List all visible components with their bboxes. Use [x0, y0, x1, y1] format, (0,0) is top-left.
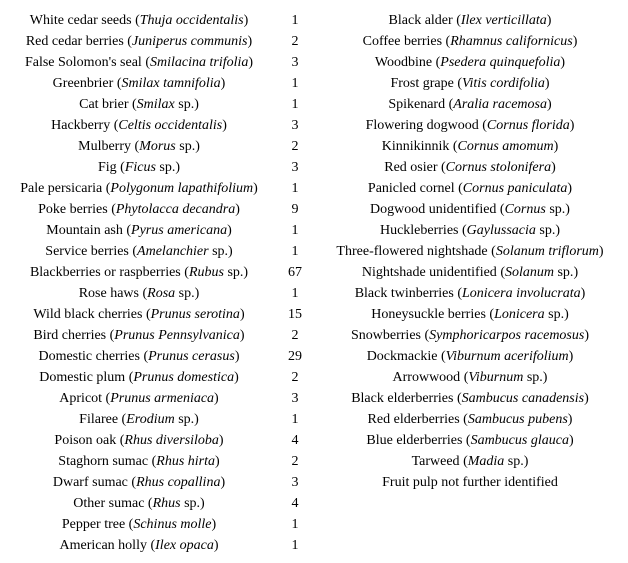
scientific-name: Pyrus americana [131, 223, 228, 238]
species-suffix: sp. [523, 370, 543, 385]
common-name: American holly [59, 538, 147, 553]
list-item [312, 367, 628, 388]
scientific-name: Cornus stolonifera [445, 160, 552, 175]
list-item [0, 388, 312, 409]
scientific-name: Vitis cordifolia [462, 76, 545, 91]
list-item [0, 73, 312, 94]
common-name: Apricot [59, 391, 103, 406]
scientific-name: Lonicera involucrata [462, 286, 581, 301]
plant-name: Honeysuckle berries (Lonicera sp.) [371, 307, 569, 322]
scientific-name: Sambucus pubens [467, 412, 568, 427]
list-item [0, 10, 312, 31]
item-count: 1 [291, 517, 299, 532]
list-item [0, 136, 312, 157]
plant-name: False Solomon's seal (Smilacina trifolia) [24, 55, 254, 70]
scientific-name: Rhamnus californicus [450, 34, 573, 49]
list-item [312, 283, 628, 304]
list-item [0, 346, 312, 367]
common-name: Domestic plum [39, 370, 126, 385]
list-item [312, 304, 628, 325]
species-suffix: sp. [535, 223, 556, 238]
scientific-name: Sambucus canadensis [461, 391, 585, 406]
species-suffix: sp. [155, 160, 176, 175]
scientific-name: Psedera quinquefolia [440, 55, 561, 70]
common-name: Tarweed [411, 454, 460, 469]
plant-name: Pale persicaria (Polygonum lapathifolium) [20, 181, 258, 196]
scientific-name: Rosa [147, 286, 176, 301]
scientific-name: Thuja occidentalis [139, 13, 244, 28]
list-item [0, 220, 312, 241]
plant-name: Black elderberries (Sambucus canadensis) [351, 391, 589, 406]
species-suffix: sp. [504, 454, 524, 469]
species-suffix: sp. [175, 286, 195, 301]
common-name: Nightshade unidentified [361, 265, 497, 280]
common-name: Fruit pulp not further identified [382, 475, 558, 490]
item-count: 4 [291, 433, 299, 448]
common-name: Panicled cornel [367, 181, 455, 196]
common-name: Service berries [45, 244, 129, 259]
list-item [312, 10, 628, 31]
common-name: Black elderberries [351, 391, 454, 406]
list-item [312, 430, 628, 451]
plant-name: Poison oak (Rhus diversiloba) [54, 433, 224, 448]
list-item [0, 52, 312, 73]
common-name: Pepper tree [61, 517, 126, 532]
item-count: 9 [291, 202, 299, 217]
plant-name: Service berries (Amelanchier sp.) [45, 244, 233, 259]
list-item [0, 31, 312, 52]
scientific-name: Juniperus communis [131, 34, 248, 49]
list-item [312, 199, 628, 220]
plant-name [312, 472, 628, 493]
scientific-name: Ilex verticillata [460, 13, 547, 28]
plant-name: Staghorn sumac (Rhus hirta) [58, 454, 220, 469]
species-suffix: sp. [174, 97, 195, 112]
right-column [312, 10, 628, 493]
species-suffix: sp. [223, 265, 244, 280]
plant-name: Three-flowered nightshade (Solanum triflorum) [336, 244, 604, 259]
list-item [312, 262, 628, 283]
scientific-name: Phytolacca decandra [115, 202, 236, 217]
scientific-name: Sambucus glauca [470, 433, 569, 448]
left-column [0, 10, 312, 556]
common-name: Black twinberries [354, 286, 454, 301]
list-item [312, 472, 628, 493]
item-count: 1 [291, 286, 299, 301]
list-item [312, 220, 628, 241]
item-count: 2 [291, 139, 299, 154]
item-count: 3 [291, 160, 299, 175]
common-name: Red osier [384, 160, 438, 175]
plant-name: Cat brier (Smilax sp.) [79, 97, 199, 112]
scientific-name: Polygonum lapathifolium [110, 181, 254, 196]
common-name: Coffee berries [362, 34, 443, 49]
common-name: Red elderberries [367, 412, 460, 427]
plant-name: Filaree (Erodium sp.) [79, 412, 199, 427]
plant-name: Dwarf sumac (Rhus copallina) [52, 475, 226, 490]
item-count: 3 [291, 55, 299, 70]
common-name: Dogwood unidentified [370, 202, 497, 217]
item-count: 1 [291, 538, 299, 553]
scientific-name: Ficus [124, 160, 156, 175]
plant-name: Domestic plum (Prunus domestica) [39, 370, 239, 385]
plant-name: Domestic cherries (Prunus cerasus) [38, 349, 240, 364]
species-suffix: sp. [544, 307, 565, 322]
list-item [312, 157, 628, 178]
item-count: 3 [291, 475, 299, 490]
scientific-name: Cornus [504, 202, 546, 217]
plant-name: Frost grape (Vitis cordifolia) [390, 76, 550, 91]
plant-name: White cedar seeds (Thuja occidentalis) [29, 13, 249, 28]
list-item [0, 514, 312, 535]
list-item [0, 94, 312, 115]
plant-name: Bird cherries (Prunus Pennsylvanica) [33, 328, 245, 343]
list-item [0, 430, 312, 451]
item-count: 4 [291, 496, 299, 511]
plant-name: Kinnikinnik (Cornus amomum) [381, 139, 559, 154]
plant-name: Flowering dogwood (Cornus florida) [365, 118, 575, 133]
scientific-name: Smilacina trifolia [149, 55, 249, 70]
list-item [312, 73, 628, 94]
scientific-name: Rubus [188, 265, 224, 280]
scientific-name: Rhus copallina [136, 475, 221, 490]
list-item [0, 409, 312, 430]
common-name: Spikenard [388, 97, 446, 112]
scientific-name: Prunus cerasus [148, 349, 235, 364]
list-item [312, 325, 628, 346]
scientific-name: Prunus domestica [133, 370, 235, 385]
plant-name: Red cedar berries (Juniperus communis) [25, 34, 253, 49]
list-item [312, 31, 628, 52]
list-item [0, 367, 312, 388]
scientific-name: Rhus [152, 496, 181, 511]
scientific-name: Solanum triflorum [495, 244, 599, 259]
item-count: 1 [291, 13, 299, 28]
common-name: Greenbrier [52, 76, 114, 91]
scientific-name: Rhus diversiloba [124, 433, 219, 448]
species-suffix: sp. [180, 496, 201, 511]
list-item [312, 241, 628, 262]
item-count: 1 [291, 244, 299, 259]
plant-name: Poke berries (Phytolacca decandra) [38, 202, 240, 217]
common-name: Three-flowered nightshade [336, 244, 488, 259]
common-name: Fig [97, 160, 117, 175]
scientific-name: Cornus florida [486, 118, 570, 133]
scientific-name: Cornus amomum [457, 139, 554, 154]
list-item [0, 241, 312, 262]
list-item [0, 325, 312, 346]
plant-name: Spikenard (Aralia racemosa) [388, 97, 552, 112]
plant-name: Pepper tree (Schinus molle) [61, 517, 217, 532]
plant-name: Apricot (Prunus armeniaca) [59, 391, 219, 406]
item-count: 67 [288, 265, 302, 280]
list-item [0, 493, 312, 514]
plant-name: American holly (Ilex opaca) [59, 538, 219, 553]
list-item [0, 535, 312, 556]
plant-name: Black alder (Ilex verticillata) [388, 13, 552, 28]
item-count: 1 [291, 97, 299, 112]
list-item [312, 94, 628, 115]
scientific-name: Prunus serotina [150, 307, 240, 322]
common-name: Flowering dogwood [365, 118, 479, 133]
common-name: Woodbine [374, 55, 433, 70]
plant-name: Arrowwood (Viburnum sp.) [392, 370, 548, 385]
scientific-name: Rhus hirta [156, 454, 216, 469]
plant-name: Greenbrier (Smilax tamnifolia) [52, 76, 226, 91]
scientific-name: Lonicera [494, 307, 545, 322]
common-name: Frost grape [390, 76, 454, 91]
scientific-name: Viburnum [468, 370, 524, 385]
scientific-name: Smilax tamnifolia [121, 76, 221, 91]
scientific-name: Viburnum acerifolium [445, 349, 569, 364]
common-name: False Solomon's seal [24, 55, 142, 70]
common-name: Wild black cherries [33, 307, 143, 322]
scientific-name: Morus [139, 139, 176, 154]
list-item [0, 472, 312, 493]
list-item [312, 52, 628, 73]
common-name: Dwarf sumac [52, 475, 128, 490]
plant-name: Blue elderberries (Sambucus glauca) [366, 433, 574, 448]
common-name: Red cedar berries [25, 34, 124, 49]
plant-name: Blackberries or raspberries (Rubus sp.) [29, 265, 249, 280]
list-item [0, 451, 312, 472]
common-name: Dockmackie [366, 349, 438, 364]
item-count: 3 [291, 391, 299, 406]
plant-name: Nightshade unidentified (Solanum sp.) [361, 265, 579, 280]
plant-name: Mountain ash (Pyrus americana) [46, 223, 232, 238]
species-suffix: sp. [553, 265, 574, 280]
list-item [0, 262, 312, 283]
scientific-name: Schinus molle [133, 517, 212, 532]
scientific-name: Celtis occidentalis [118, 118, 223, 133]
item-count: 29 [288, 349, 302, 364]
common-name: Blue elderberries [366, 433, 463, 448]
plant-name: Tarweed (Madia sp.) [411, 454, 529, 469]
item-count: 1 [291, 412, 299, 427]
list-item [0, 304, 312, 325]
plant-name: Dogwood unidentified (Cornus sp.) [370, 202, 570, 217]
scientific-name: Solanum [504, 265, 554, 280]
common-name: Other sumac [73, 496, 145, 511]
item-count: 2 [291, 34, 299, 49]
common-name: Snowberries [351, 328, 421, 343]
list-item [0, 199, 312, 220]
plant-name: Red elderberries (Sambucus pubens) [367, 412, 573, 427]
list-item [0, 115, 312, 136]
scientific-name: Gaylussacia [466, 223, 536, 238]
plant-name: Panicled cornel (Cornus paniculata) [367, 181, 573, 196]
plant-name: Huckleberries (Gaylussacia sp.) [379, 223, 561, 238]
scientific-name: Aralia racemosa [453, 97, 547, 112]
scientific-name: Smilax [136, 97, 175, 112]
common-name: Staghorn sumac [58, 454, 149, 469]
plant-name: Hackberry (Celtis occidentalis) [51, 118, 227, 133]
scientific-name: Symphoricarpos racemosus [429, 328, 585, 343]
item-count: 2 [291, 328, 299, 343]
list-item [0, 178, 312, 199]
list-item [312, 409, 628, 430]
item-count: 1 [291, 223, 299, 238]
item-count: 1 [291, 76, 299, 91]
common-name: Poison oak [54, 433, 117, 448]
common-name: Honeysuckle berries [371, 307, 486, 322]
common-name: Black alder [388, 13, 453, 28]
scientific-name: Prunus armeniaca [110, 391, 215, 406]
common-name: White cedar seeds [29, 13, 132, 28]
list-item [312, 451, 628, 472]
species-suffix: sp. [208, 244, 229, 259]
plant-name: Mulberry (Morus sp.) [78, 139, 200, 154]
species-suffix: sp. [545, 202, 566, 217]
plant-name: Snowberries (Symphoricarpos racemosus) [351, 328, 589, 343]
list-item [312, 115, 628, 136]
plant-name: Woodbine (Psedera quinquefolia) [374, 55, 566, 70]
plant-name: Dockmackie (Viburnum acerifolium) [366, 349, 574, 364]
common-name: Domestic cherries [38, 349, 140, 364]
list-item [312, 388, 628, 409]
item-count: 3 [291, 118, 299, 133]
common-name: Mulberry [78, 139, 132, 154]
scientific-name: Amelanchier [137, 244, 209, 259]
list-item [0, 157, 312, 178]
plant-name: Black twinberries (Lonicera involucrata) [354, 286, 586, 301]
list-item [312, 136, 628, 157]
scientific-name: Erodium [126, 412, 175, 427]
common-name: Huckleberries [379, 223, 459, 238]
plant-name: Coffee berries (Rhamnus californicus) [362, 34, 578, 49]
common-name: Hackberry [51, 118, 111, 133]
common-name: Arrowwood [392, 370, 461, 385]
plant-name: Wild black cherries (Prunus serotina) [33, 307, 245, 322]
plant-name: Rose haws (Rosa sp.) [78, 286, 200, 301]
item-count: 1 [291, 181, 299, 196]
common-name: Bird cherries [33, 328, 107, 343]
scientific-name: Prunus Pennsylvanica [114, 328, 240, 343]
common-name: Blackberries or raspberries [29, 265, 181, 280]
list-item [0, 283, 312, 304]
item-count: 15 [288, 307, 302, 322]
scientific-name: Ilex opaca [155, 538, 214, 553]
species-suffix: sp. [175, 139, 196, 154]
plant-name: Fig (Ficus sp.) [97, 160, 181, 175]
common-name: Rose haws [78, 286, 139, 301]
item-count: 2 [291, 370, 299, 385]
common-name: Kinnikinnik [381, 139, 450, 154]
common-name: Pale persicaria [20, 181, 103, 196]
plant-name: Red osier (Cornus stolonifera) [384, 160, 556, 175]
common-name: Mountain ash [46, 223, 123, 238]
common-name: Filaree [79, 412, 119, 427]
plant-name: Other sumac (Rhus sp.) [73, 496, 205, 511]
common-name: Cat brier [79, 97, 129, 112]
item-count: 2 [291, 454, 299, 469]
list-item [312, 346, 628, 367]
common-name: Poke berries [38, 202, 108, 217]
scientific-name: Cornus paniculata [462, 181, 568, 196]
species-suffix: sp. [174, 412, 195, 427]
scientific-name: Madia [467, 454, 505, 469]
list-item [312, 178, 628, 199]
